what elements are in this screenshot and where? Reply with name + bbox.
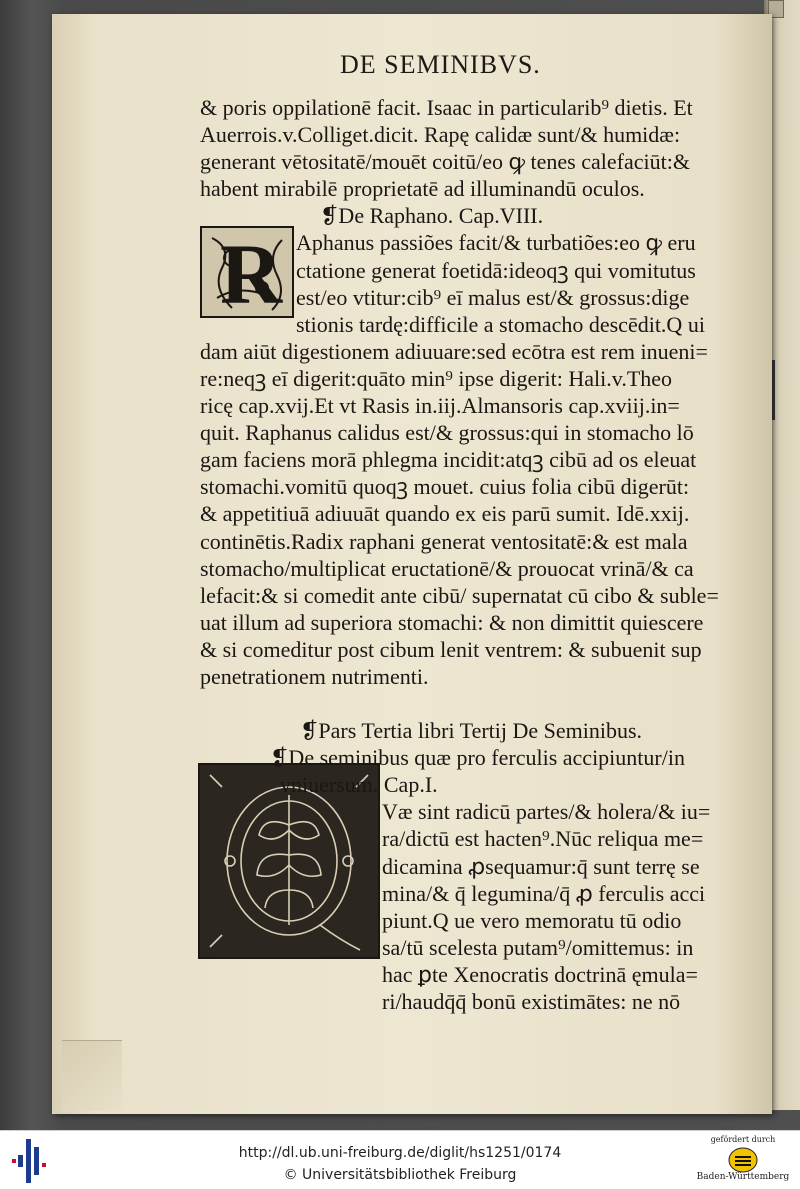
copyright-notice: © Universitätsbibliothek Freiburg	[283, 1167, 517, 1183]
text-line: est/eo vtitur:cib⁹ eī malus est/& grossus:dige	[296, 284, 690, 310]
source-url-link[interactable]: http://dl.ub.uni-freiburg.de/diglit/hs1251/0174	[238, 1145, 562, 1161]
text-line: dicamina ꝓsequamur:q̄ sunt terrę se	[382, 853, 700, 879]
section-heading: ❡De seminibus quæ pro ferculis accipiuntur/in	[270, 745, 685, 771]
text-line: Væ sint radicū partes/& holera/& iu=	[382, 799, 711, 825]
text-line: Aphanus passiões facit/& turbatiões:eo ꝙ eru	[296, 230, 696, 256]
text-line: piunt.Q ue vero memoratu tū odio	[382, 907, 682, 933]
text-line: lefacit:& si comedit ante cibū/ supernatat cū cibo & suble=	[200, 582, 719, 608]
text-line: hac ꝑte Xenocratis doctrinā ęmula=	[382, 961, 698, 987]
text-line: habent mirabilē proprietatē ad illuminandū oculos.	[200, 176, 645, 202]
initial-r-letter: R	[220, 226, 283, 322]
chapter-heading: ❡De Raphano. Cap.VIII.	[320, 203, 544, 229]
running-head: DE SEMINIBVS.	[340, 50, 541, 79]
text-line: gam faciens morā phlegma incidit:atqꝫ cibū ad os eleuat	[200, 447, 697, 473]
main-text	[200, 94, 720, 1015]
section-heading-cont: vniuersum. Cap.I.	[280, 772, 438, 798]
sponsor-name: Baden-Württemberg	[696, 1172, 790, 1182]
text-line: stomachi.vomitū quoqꝫ mouet. cuius folia cibū digerūt:	[200, 474, 690, 500]
sponsor-logo	[690, 1135, 796, 1187]
text-line: stomacho/multiplicat eructationē/& prouocat vrinā/& ca	[200, 555, 694, 581]
text-line: ra/dictū est hacten⁹.Nūc reliqua me=	[382, 826, 704, 852]
coat-of-arms-icon	[728, 1147, 758, 1173]
text-line: ricę cap.xvij.Et vt Rasis in.iij.Almansoris cap.xviij.in=	[200, 393, 680, 419]
text-line: quit. Raphanus calidus est/& grossus:qui in stomacho lō	[200, 420, 694, 446]
binding-mark	[772, 360, 775, 420]
viewer-footer	[0, 1130, 800, 1189]
pars-heading: ❡Pars Tertia libri Tertij De Seminibus.	[300, 718, 643, 744]
page-corner	[62, 1040, 122, 1111]
text-line: & poris oppilationē facit. Isaac in particularib⁹ dietis. Et	[200, 95, 693, 120]
text-line: uat illum ad superiora stomachi: & non dimittit quiescere	[200, 609, 704, 635]
text-line: mina/& q̄ legumina/q̄ ꝓ ferculis acci	[382, 880, 706, 906]
text-line: continētis.Radix raphani generat ventositatē:& est mala	[200, 528, 688, 554]
text-line: & appetitiuā adiuuāt quando ex eis parū sumit. Idē.xxij.	[200, 501, 690, 527]
text-line: ri/haudq̄q̄ bonū existimātes: ne nō	[382, 989, 681, 1014]
text-line: ctatione generat foetidā:ideoqꝫ qui vomitutus	[296, 257, 696, 283]
text-line: sa/tū scelesta putam⁹/omittemus: in	[382, 934, 694, 960]
text-line: dam aiūt digestionem adiuuare:sed ecōtra est rem inueni=	[200, 338, 708, 364]
text-line: generant vētositatē/mouēt coitū/eo ꝙ tenes calefaciūt:&	[200, 149, 690, 175]
text-line: & si comeditur post cibum lenit ventrem: & subuenit sup	[200, 636, 702, 662]
sponsor-caption: gefördert durch	[710, 1135, 776, 1144]
text-line: penetrationem nutrimenti.	[200, 663, 429, 689]
text-line: stionis tardę:difficile a stomacho descēdit.Q ui	[296, 311, 705, 337]
blank-line	[200, 690, 720, 717]
text-line: re:neqꝫ eī digerit:quāto min⁹ ipse digerit: Hali.v.Theo	[200, 365, 673, 391]
text-line: Auerrois.v.Colliget.dicit. Rapę calidæ sunt/& humidæ:	[200, 122, 681, 148]
